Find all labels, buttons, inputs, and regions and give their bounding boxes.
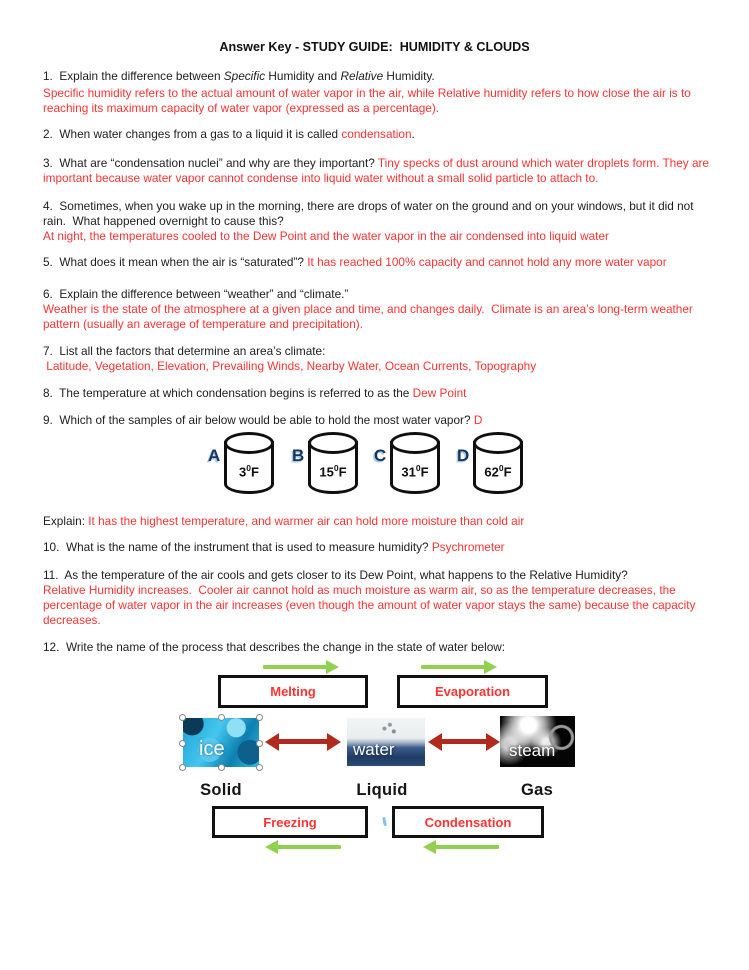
freezing-box <box>212 806 368 838</box>
sample-temperature-d: $62^0F$ <box>484 463 512 480</box>
cylinder-top-ellipse <box>308 432 358 454</box>
melting-box <box>218 675 368 708</box>
answer-6: Weather is the state of the atmosphere at a given place and time, and changes daily. Climate is an area’s long-term weather pattern (usually an average of temperature and precipitation). <box>43 302 697 332</box>
answer-2: condensation <box>341 127 412 141</box>
cylinder-icon-d <box>473 432 523 497</box>
question-1-italic-specific: Specific <box>223 69 266 83</box>
answer-4: At night, the temperatures cooled to the Dew Point and the water vapor in the air condensed into liquid water <box>43 229 609 243</box>
cylinder-icon-b <box>308 432 358 497</box>
water-image <box>347 718 425 766</box>
answer-1: Specific humidity refers to the actual amount of water vapor in the air, while Relative humidity refers to how close the air is to reaching its maximum capacity of water vapor (expressed as a percentage). <box>43 86 695 116</box>
question-10-text: 10. What is the name of the instrument that is used to measure humidity? <box>43 540 432 554</box>
question-2-text: 2. When water changes from a gas to a liquid it is called <box>43 127 342 141</box>
question-5 <box>43 255 711 270</box>
freezing-label: Freezing <box>263 814 317 830</box>
answer-10: Psychrometer <box>431 540 505 554</box>
air-sample-c <box>374 432 444 498</box>
question-4: 4. Sometimes, when you wake up in the morning, there are drops of water on the ground and on your windows, but it did not rain. What happened overnight to cause this? <box>43 199 697 229</box>
selection-handle[interactable] <box>218 764 225 771</box>
answer-9: D <box>473 413 483 427</box>
question-8-text: 8. The temperature at which condensation begins is referred to as the <box>43 386 413 400</box>
evaporation-direction-arrow-icon <box>421 660 497 674</box>
cylinder-top-ellipse <box>473 432 523 454</box>
ice-image-canvas <box>183 718 259 767</box>
explain-answer: It has the highest temperature, and warmer air can hold more moisture than cold air <box>88 514 525 528</box>
question-2 <box>43 127 711 142</box>
sample-letter-b: B <box>292 446 305 465</box>
question-3 <box>43 156 711 186</box>
melting-label: Melting <box>270 684 316 699</box>
air-sample-b <box>292 432 362 498</box>
freezing-direction-arrow-icon <box>265 840 341 854</box>
question-3-text: 3. What are “condensation nuclei” and why are they important? <box>43 156 378 170</box>
answer-3: Tiny specks of dust around which water droplets form. They are important because water vapor cannot condense into liquid water without a small solid particle to attach to. <box>43 156 713 186</box>
answer-5: It has reached 100% capacity and cannot hold any more water vapor <box>307 255 667 269</box>
steam-image <box>500 716 575 767</box>
explain-line <box>43 514 711 529</box>
ice-image-caption: ice <box>199 738 225 760</box>
solid-label: Solid <box>200 781 242 799</box>
solid-liquid-arrow-icon <box>265 733 341 751</box>
gas-label: Gas <box>520 781 554 799</box>
liquid-label: Liquid <box>356 781 408 799</box>
question-1-text: 1. Explain the difference between <box>43 69 224 83</box>
sample-temperature-a: $3^0F$ <box>239 463 259 480</box>
question-5-text: 5. What does it mean when the air is “saturated”? <box>43 255 308 269</box>
question-11: 11. As the temperature of the air cools and gets closer to its Dew Point, what happens to the Relative Humidity? <box>43 568 628 582</box>
sample-temperature-b: $15^0F$ <box>319 463 347 480</box>
water-image-canvas <box>347 718 425 766</box>
cylinder-icon-a <box>224 432 274 497</box>
question-6: 6. Explain the difference between “weather” and “climate.” <box>43 287 349 301</box>
question-12: 12. Write the name of the process that describes the change in the state of water below: <box>43 640 506 654</box>
water-image-caption: water <box>353 740 395 759</box>
cylinder-top-ellipse <box>224 432 274 454</box>
condensation-label: Condensation <box>424 814 512 830</box>
selection-handle[interactable] <box>256 764 263 771</box>
cylinder-icon-c <box>390 432 440 497</box>
answer-7: Latitude, Vegetation, Elevation, Prevailing Winds, Nearby Water, Ocean Currents, Topography <box>43 359 537 373</box>
answer-11: Relative Humidity increases. Cooler air cannot hold as much moisture as warm air, so as the temperature decreases, the percentage of water vapor in the air increases (even though the amount of water vapor stays the same) because the capacity decreases. <box>43 583 699 628</box>
condensation-direction-arrow-icon <box>423 840 499 854</box>
answer-8: Dew Point <box>412 386 467 400</box>
selection-handle[interactable] <box>256 740 263 747</box>
question-1-text-mid: Humidity and <box>265 69 341 83</box>
sample-letter-d: D <box>457 446 470 465</box>
steam-image-caption: steam <box>509 741 556 760</box>
question-1-italic-relative: Relative <box>340 69 384 83</box>
selection-handle[interactable] <box>256 714 263 721</box>
question-9-text: 9. Which of the samples of air below would be able to hold the most water vapor? <box>43 413 474 427</box>
selection-handle[interactable] <box>179 714 186 721</box>
selection-handle[interactable] <box>179 764 186 771</box>
ice-image <box>183 718 259 767</box>
sample-temperature-c: $31^0F$ <box>401 463 429 480</box>
condensation-box <box>392 806 544 838</box>
selection-handle[interactable] <box>179 740 186 747</box>
air-sample-d <box>457 432 527 498</box>
question-1 <box>43 69 711 84</box>
question-8 <box>43 386 711 401</box>
air-sample-a <box>208 432 278 498</box>
steam-image-canvas <box>500 716 575 767</box>
explain-label: Explain: <box>43 514 89 528</box>
evaporation-label: Evaporation <box>434 684 511 699</box>
melting-direction-arrow-icon <box>263 660 339 674</box>
sample-letter-c: C <box>374 446 387 465</box>
selection-handle[interactable] <box>218 714 225 721</box>
question-2-period: . <box>411 127 415 141</box>
liquid-gas-arrow-icon <box>428 733 500 751</box>
question-9 <box>43 413 711 428</box>
page-title: Answer Key - STUDY GUIDE: HUMIDITY & CLOUDS <box>219 40 530 54</box>
question-1-text-end: Humidity. <box>383 69 435 83</box>
question-7: 7. List all the factors that determine an area’s climate: <box>43 344 326 358</box>
question-10 <box>43 540 711 555</box>
sample-letter-a: A <box>208 446 221 465</box>
cylinder-top-ellipse <box>390 432 440 454</box>
evaporation-box <box>397 675 548 708</box>
stray-mark <box>382 817 387 826</box>
